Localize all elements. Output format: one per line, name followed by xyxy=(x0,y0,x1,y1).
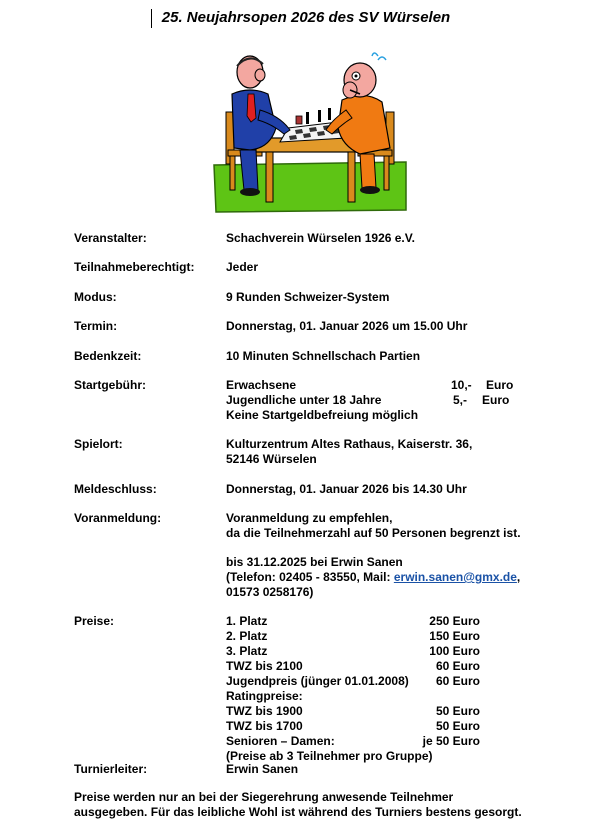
email-link[interactable]: erwin.sanen@gmx.de xyxy=(393,570,517,584)
voranmeldung-line2: da die Teilnehmerzahl auf 50 Personen begrenzt ist. xyxy=(226,526,521,540)
prize-amount: 50 Euro xyxy=(435,704,480,718)
value-veranstalter: Schachverein Würselen 1926 e.V. xyxy=(226,231,415,245)
value-turnierleiter: Erwin Sanen xyxy=(226,762,299,776)
value-modus: 9 Runden Schweizer-System xyxy=(226,290,390,304)
spielort-line1: Kulturzentrum Altes Rathaus, Kaiserstr. 36, xyxy=(226,437,473,451)
prize-name: TWZ bis 1700 xyxy=(226,719,303,733)
prize-amount: 250 Euro xyxy=(429,614,480,628)
prize-name: 2. Platz xyxy=(226,629,268,643)
fee-amount-youth: 5,- xyxy=(453,393,468,407)
prize-name: TWZ bis 1900 xyxy=(226,704,303,718)
voranmeldung-contact2 xyxy=(226,570,521,585)
prize-amounts xyxy=(380,614,480,749)
prize-amount: 100 Euro xyxy=(429,644,480,658)
footer-note xyxy=(74,790,522,820)
voranmeldung-text xyxy=(226,511,521,600)
voranmeldung-contact1: bis 31.12.2025 bei Erwin Sanen xyxy=(226,555,403,569)
label-spielort: Spielort: xyxy=(74,437,123,451)
fee-currency-youth: Euro xyxy=(482,393,510,407)
spielort-line2: 52146 Würselen xyxy=(226,452,317,466)
value-teilnahme: Jeder xyxy=(226,260,259,274)
voranmeldung-contact3: 01573 0258176) xyxy=(226,585,314,599)
footer-line1: Preise werden nur an bei der Siegerehrung anwesende Teilnehmer xyxy=(74,790,454,804)
label-bedenkzeit: Bedenkzeit: xyxy=(74,349,142,363)
prize-name: Jugendpreis (jünger 01.01.2008) xyxy=(226,674,409,688)
label-turnierleiter: Turnierleiter: xyxy=(74,762,148,776)
label-modus: Modus: xyxy=(74,290,117,304)
voranmeldung-line1: Voranmeldung zu empfehlen, xyxy=(226,511,393,525)
prize-amount: 60 Euro xyxy=(435,674,480,688)
label-preise: Preise: xyxy=(74,614,115,628)
startgebuehr-list xyxy=(226,378,418,423)
prize-amount: 60 Euro xyxy=(435,659,480,673)
label-meldeschluss: Meldeschluss: xyxy=(74,482,157,496)
fee-name-youth: Jugendliche unter 18 Jahre xyxy=(226,393,382,407)
label-termin: Termin: xyxy=(74,319,118,333)
page-title: 25. Neujahrsopen 2026 des SV Würselen xyxy=(161,9,451,26)
label-startgebuehr: Startgebühr: xyxy=(74,378,146,392)
value-termin: Donnerstag, 01. Januar 2026 um 15.00 Uhr xyxy=(226,319,468,333)
fee-amount-adults: 10,- xyxy=(451,378,472,392)
prize-amount: je 50 Euro xyxy=(422,734,480,748)
prize-name: Senioren – Damen: xyxy=(226,734,335,748)
chess-players-illustration xyxy=(210,50,410,215)
text-cursor xyxy=(151,9,152,28)
footer-line2: ausgegeben. Für das leibliche Wohl ist während des Turniers bestens gesorgt. xyxy=(74,805,522,819)
prize-amount: 150 Euro xyxy=(429,629,480,643)
label-veranstalter: Veranstalter: xyxy=(74,231,147,245)
prize-amount xyxy=(380,689,480,704)
fee-note: Keine Startgeldbefreiung möglich xyxy=(226,408,419,422)
value-meldeschluss: Donnerstag, 01. Januar 2026 bis 14.30 Uhr xyxy=(226,482,467,496)
prize-name: TWZ bis 2100 xyxy=(226,659,303,673)
prize-amount: 50 Euro xyxy=(435,719,480,733)
prize-name: 1. Platz xyxy=(226,614,268,628)
label-voranmeldung: Voranmeldung: xyxy=(74,511,162,525)
prize-name: Ratingpreise: xyxy=(226,689,303,703)
spielort-address xyxy=(226,437,472,467)
contact-suffix: , xyxy=(516,570,521,584)
contact-phone-prefix: (Telefon: 02405 - 83550, Mail: xyxy=(226,570,394,584)
prize-note: (Preise ab 3 Teilnehmer pro Gruppe) xyxy=(226,749,433,763)
label-teilnahme: Teilnahmeberechtigt: xyxy=(74,260,195,274)
fee-currency-adults: Euro xyxy=(486,378,514,392)
fee-name-adults: Erwachsene xyxy=(226,378,297,392)
prize-name: 3. Platz xyxy=(226,644,268,658)
value-bedenkzeit: 10 Minuten Schnellschach Partien xyxy=(226,349,421,363)
